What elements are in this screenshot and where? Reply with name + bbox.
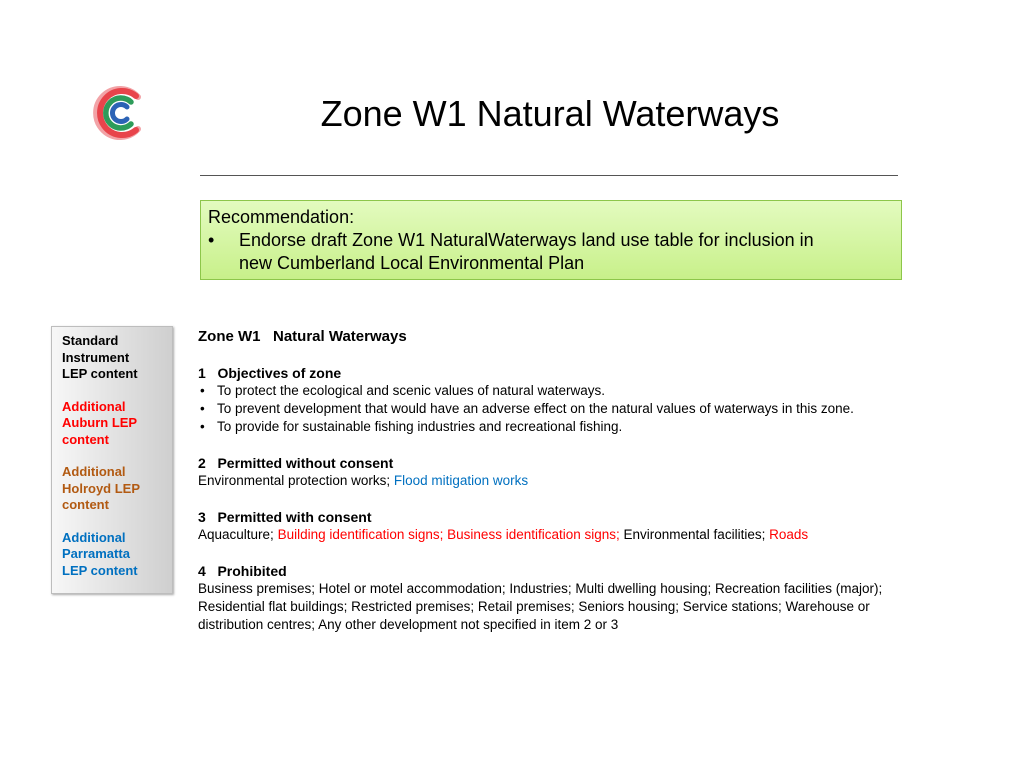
legend-parramatta bbox=[62, 530, 167, 580]
with-consent-section bbox=[198, 508, 898, 544]
list-item: • To protect the ecological and scenic values of natural waterways. bbox=[200, 383, 605, 398]
page-title: Zone W1 Natural Waterways bbox=[320, 93, 780, 134]
bullet-icon: • bbox=[200, 419, 205, 434]
recommendation-line-1: Endorse draft Zone W1 NaturalWaterways land use table for inclusion in bbox=[239, 230, 814, 250]
legend-line: Holroyd LEP bbox=[62, 480, 141, 496]
section-text: Aquaculture; Building identification signs; Business identification signs; Environmental facilities; Roads bbox=[198, 527, 809, 542]
recommendation-line-2: new Cumberland Local Environmental Plan bbox=[239, 253, 585, 273]
section-text: Business premises; Hotel or motel accommodation; Industries; Multi dwelling housing; Recreation facilities (major); Residential flat buildings; Restricted premises; Retail premises; Seniors housing; Service stations; Warehouse or distribution centres; Any other development not specified in item 2 or 3 bbox=[198, 581, 883, 632]
section-heading: 4 Prohibited bbox=[198, 563, 287, 579]
prohibited-section bbox=[198, 562, 898, 634]
bullet-icon: • bbox=[200, 401, 205, 416]
legend-standard bbox=[62, 333, 167, 383]
legend-box bbox=[51, 326, 173, 594]
legend-holroyd bbox=[62, 464, 167, 514]
legend-line: Additional bbox=[62, 398, 126, 414]
legend-line: content bbox=[62, 431, 109, 447]
section-heading: 3 Permitted with consent bbox=[198, 509, 372, 525]
cumberland-council-logo bbox=[87, 82, 149, 144]
list-item: • To provide for sustainable fishing industries and recreational fishing. bbox=[200, 419, 623, 434]
section-heading: 1 Objectives of zone bbox=[198, 365, 342, 381]
objectives-section bbox=[198, 364, 898, 436]
section-text: Environmental protection works; Flood mitigation works bbox=[198, 473, 529, 488]
legend-auburn bbox=[62, 399, 167, 449]
section-heading: 2 Permitted without consent bbox=[198, 455, 394, 471]
legend-line: Standard bbox=[62, 333, 119, 348]
list-item: • To prevent development that would have an adverse effect on the natural values of waterways in this zone. bbox=[200, 401, 854, 416]
bullet-icon: • bbox=[200, 383, 205, 398]
title-divider bbox=[200, 175, 898, 176]
legend-line: Instrument bbox=[62, 349, 130, 365]
legend-line: Parramatta bbox=[62, 546, 130, 561]
legend-line: content bbox=[62, 497, 109, 512]
recommendation-box bbox=[200, 200, 902, 280]
zone-heading: Zone W1 Natural Waterways bbox=[198, 328, 407, 345]
recommendation-heading: Recommendation: bbox=[208, 207, 355, 227]
legend-line: Additional bbox=[62, 464, 126, 479]
recommendation-item bbox=[208, 229, 894, 275]
objectives-list bbox=[198, 382, 898, 436]
legend-line: LEP content bbox=[62, 562, 138, 578]
bullet-icon: • bbox=[208, 230, 215, 250]
legend-line: LEP content bbox=[62, 366, 138, 381]
without-consent-section bbox=[198, 454, 898, 490]
zone-content bbox=[198, 328, 898, 652]
legend-line: Additional bbox=[62, 529, 126, 545]
legend-line: Auburn LEP bbox=[62, 415, 138, 430]
